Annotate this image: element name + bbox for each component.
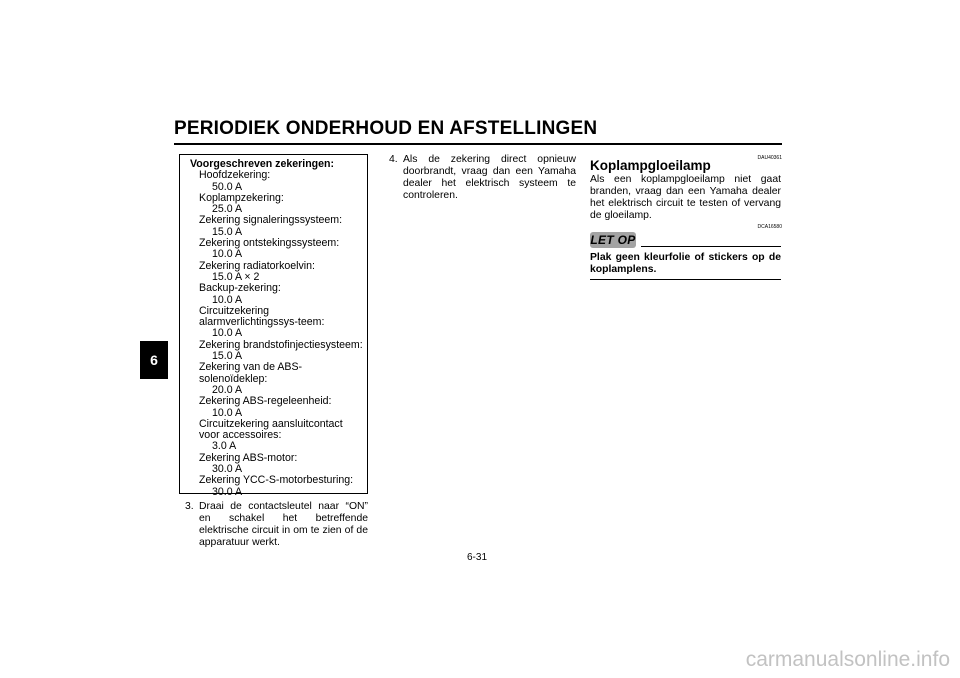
fuse-value: 10.0 A	[212, 248, 243, 261]
step-number: 3.	[185, 501, 194, 512]
fuse-value: 3.0 A	[212, 440, 237, 453]
fuse-label: Hoofdzekering:	[199, 169, 271, 182]
caution-badge	[590, 232, 636, 248]
fuse-spec-heading: Voorgeschreven zekeringen:	[190, 158, 335, 170]
fuse-label: Backup-zekering:	[199, 282, 281, 295]
watermark: carmanualsonline.info	[745, 648, 950, 671]
fuse-label: Zekering YCC-S-motorbesturing:	[199, 474, 354, 487]
chapter-tab: 6	[140, 341, 168, 379]
fuse-label: Zekering ontstekingssysteem:	[199, 237, 340, 250]
fuse-label: Zekering van de ABS-solenoïdeklep:	[199, 361, 303, 385]
fuse-value: 50.0 A	[212, 180, 243, 193]
fuse-label: Circuitzekering aansluitcontact voor accessoires:	[199, 417, 343, 442]
fuse-label: Zekering ABS-regeleenheid:	[199, 395, 332, 408]
title-rule	[174, 143, 782, 145]
step-3	[185, 501, 368, 549]
fuse-value: 25.0 A	[212, 203, 243, 216]
step-text: Draai de contactsleutel naar “ON” en schakel het betreffende elektrische circuit in om te zien of de apparatuur werkt.	[199, 501, 368, 548]
step-4	[389, 154, 576, 202]
fuse-label: Koplampzekering:	[199, 191, 284, 204]
step-text: Als de zekering direct opnieuw doorbrandt, vraag dan een Yamaha dealer het elektrisch systeem te controleren.	[403, 154, 576, 201]
caution-text: Plak geen kleurfolie of stickers op de koplamplens.	[590, 252, 781, 275]
fuse-label: Zekering radiatorkoelvin:	[199, 259, 315, 272]
section-heading: Koplampgloeilamp	[590, 158, 711, 173]
fuse-value: 15.0 A	[212, 350, 243, 363]
fuse-value: 15.0 A × 2	[212, 270, 260, 283]
fuse-label: Zekering signaleringssysteem:	[199, 214, 343, 227]
fuse-value: 10.0 A	[212, 406, 243, 419]
section-body: Als een koplampgloeilamp niet gaat branden, vraag dan een Yamaha dealer het elektrisch circuit te testen of vervang de gloeilamp.	[590, 174, 781, 221]
page-number: 6-31	[467, 552, 488, 563]
fuse-value: 30.0 A	[212, 485, 243, 498]
step-number: 4.	[389, 154, 398, 165]
fuse-value: 20.0 A	[212, 383, 243, 396]
caution-bottom-rule	[590, 279, 781, 280]
fuse-label: Zekering brandstofinjectiesysteem:	[199, 338, 363, 351]
fuse-spec-list	[190, 170, 363, 498]
caution-rule	[641, 246, 781, 247]
fuse-value: 10.0 A	[212, 327, 243, 340]
section-code: DAU40361	[757, 155, 782, 161]
fuse-value: 30.0 A	[212, 463, 243, 476]
fuse-value: 15.0 A	[212, 225, 243, 238]
fuse-value: 10.0 A	[212, 293, 243, 306]
caution-label: LET OP	[590, 233, 636, 247]
caution-code: DCA16580	[757, 224, 782, 230]
page-title: PERIODIEK ONDERHOUD EN AFSTELLINGEN	[174, 118, 598, 139]
fuse-spec-box	[179, 154, 368, 498]
fuse-label: Zekering ABS-motor:	[199, 451, 298, 464]
fuse-label: Circuitzekering alarmverlichtingssys-teem:	[199, 304, 325, 329]
